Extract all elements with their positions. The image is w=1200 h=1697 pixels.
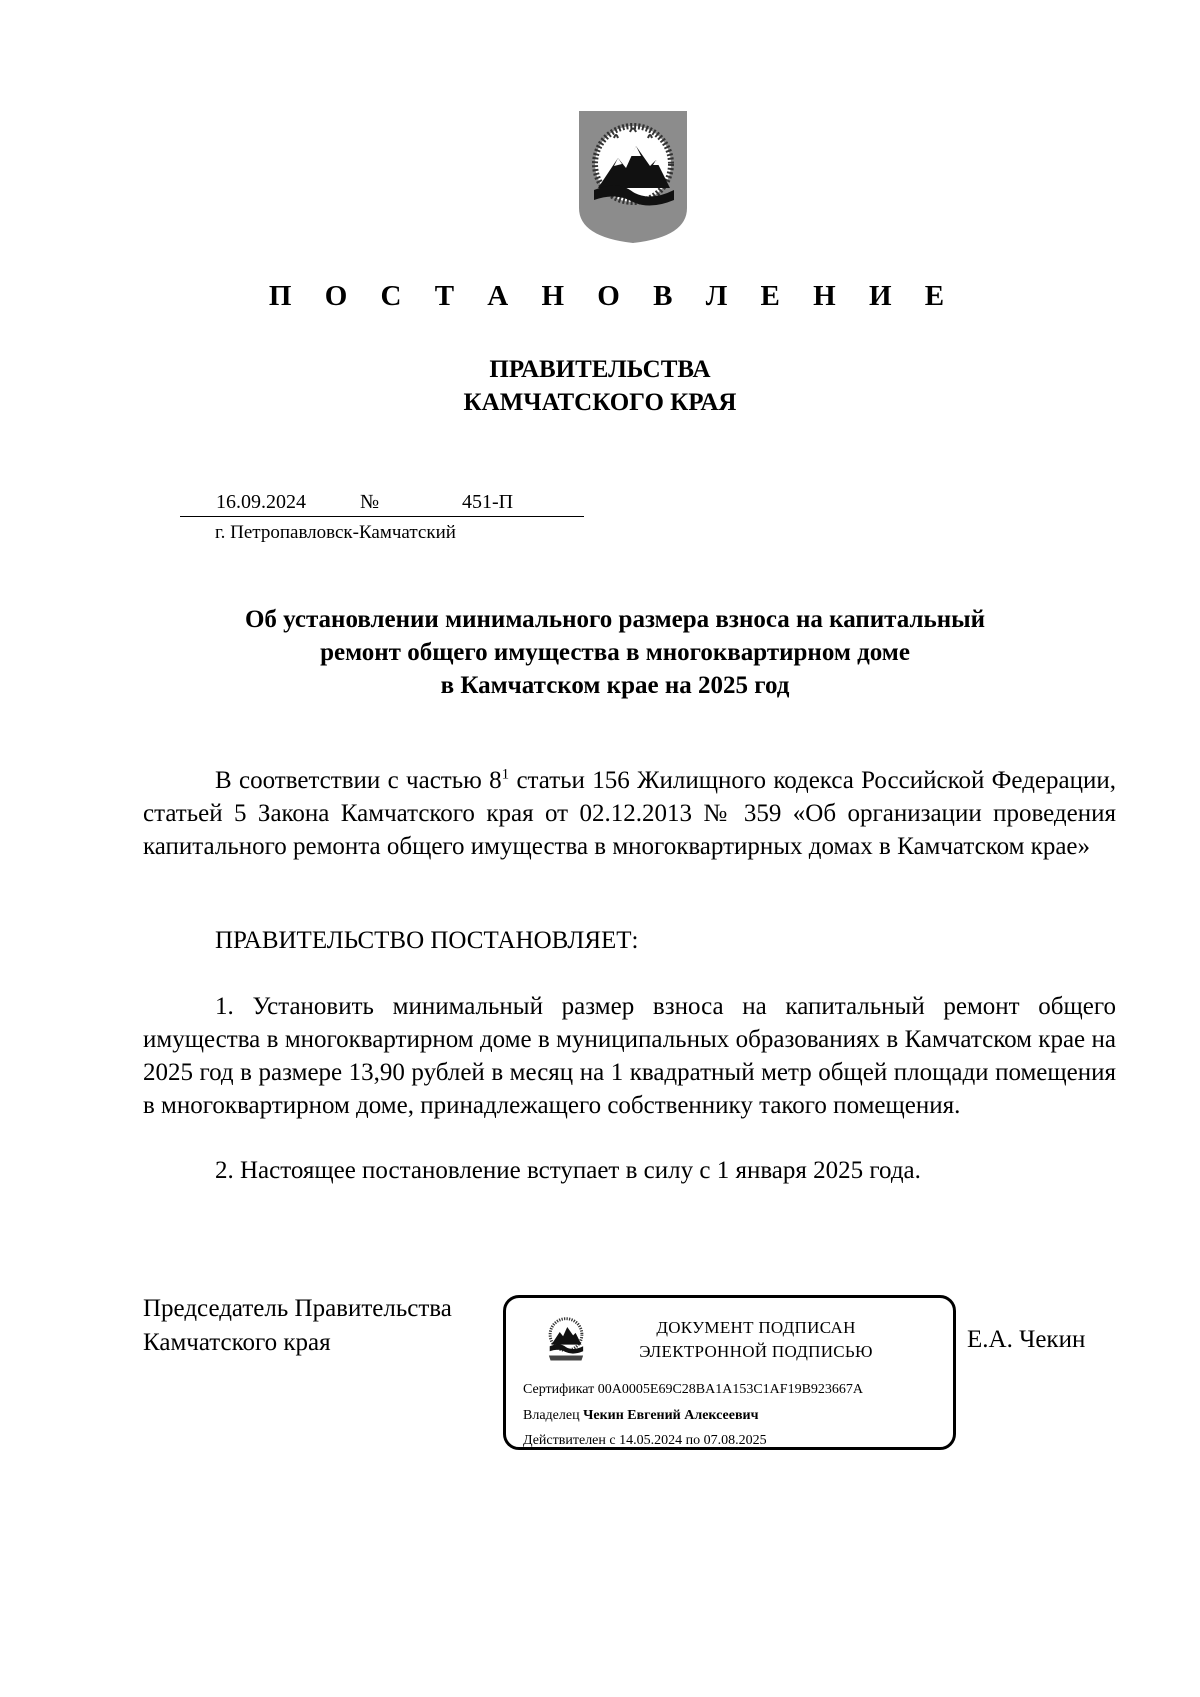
preamble-text-b: статьи 156 Жилищного кодекса Российской Федерации, статьей 5 Закона Камчатского края от 02.12.2013 № 359 «Об организации проведения капитального ремонта общего имущества в многоквартирных домах в Камчатском крае» xyxy=(143,767,1116,860)
validity-line xyxy=(523,1433,767,1449)
document-number: 451-П xyxy=(462,491,514,513)
item-1-paragraph xyxy=(143,990,1116,1122)
certificate-value: 00A0005E69C28BA1A153C1AF19B923667A xyxy=(597,1382,864,1397)
stamp-title-line-1: ДОКУМЕНТ ПОДПИСАН xyxy=(656,1318,856,1337)
decree-statement: ПРАВИТЕЛЬСТВО ПОСТАНОВЛЯЕТ: xyxy=(215,927,639,954)
validity-from-prefix: с xyxy=(609,1433,616,1448)
owner-label: Владелец xyxy=(523,1408,580,1423)
item-2-text: 2. Настоящее постановление вступает в силу с 1 января 2025 года. xyxy=(215,1157,921,1184)
validity-to-prefix: по xyxy=(685,1433,701,1448)
validity-from: 14.05.2024 xyxy=(619,1433,683,1448)
stamp-title xyxy=(606,1316,906,1364)
signer-position-line-2: Камчатского края xyxy=(143,1329,331,1356)
item-1-text: 1. Установить минимальный размер взноса на капитальный ремонт общего имущества в многоквартирном доме в муниципальных образованиях в Камчатском крае на 2025 год в размере 13,90 рублей в месяц на 1 квадратный метр общей площади помещения в многоквартирном доме, принадлежащего собственнику такого помещения. xyxy=(143,993,1116,1119)
stamp-title-line-2: ЭЛЕКТРОННОЙ ПОДПИСЬЮ xyxy=(639,1342,873,1361)
signer-position-line-1: Председатель Правительства xyxy=(143,1295,452,1322)
document-date: 16.09.2024 xyxy=(216,491,306,513)
owner-value: Чекин Евгений Алексеевич xyxy=(583,1408,759,1423)
validity-label: Действителен xyxy=(523,1433,606,1448)
subject-line-1: Об установлении минимального размера взноса на капитальный xyxy=(244,606,986,633)
preamble-superscript: 1 xyxy=(501,766,510,783)
date-number-line xyxy=(180,490,584,517)
preamble-text-a: В соответствии с частью 8 xyxy=(215,767,502,794)
stamp-emblem-icon xyxy=(543,1312,589,1368)
certificate-line xyxy=(523,1382,863,1398)
signer-position xyxy=(143,1292,452,1360)
subject-line-2: ремонт общего имущества в многоквартирном доме xyxy=(320,639,910,666)
item-2-paragraph xyxy=(143,1154,1116,1187)
number-sign: № xyxy=(360,491,380,513)
coat-of-arms-icon xyxy=(578,110,688,244)
city: г. Петропавловск-Камчатский xyxy=(215,522,456,543)
subject-line-3: в Камчатском крае на 2025 год xyxy=(440,672,790,699)
owner-line xyxy=(523,1408,758,1424)
validity-to: 07.08.2025 xyxy=(703,1433,767,1448)
preamble-paragraph xyxy=(143,764,1116,863)
document-subject xyxy=(0,603,1200,702)
electronic-signature-stamp xyxy=(503,1295,956,1450)
signer-name: Е.А. Чекин xyxy=(967,1326,1086,1353)
certificate-label: Сертификат xyxy=(523,1382,595,1397)
issuer-line-1: ПРАВИТЕЛЬСТВА xyxy=(489,356,711,383)
issuer-heading xyxy=(0,353,1200,419)
document-type-title: П О С Т А Н О В Л Е Н И Е xyxy=(268,280,958,312)
issuer-line-2: КАМЧАТСКОГО КРАЯ xyxy=(463,389,737,416)
